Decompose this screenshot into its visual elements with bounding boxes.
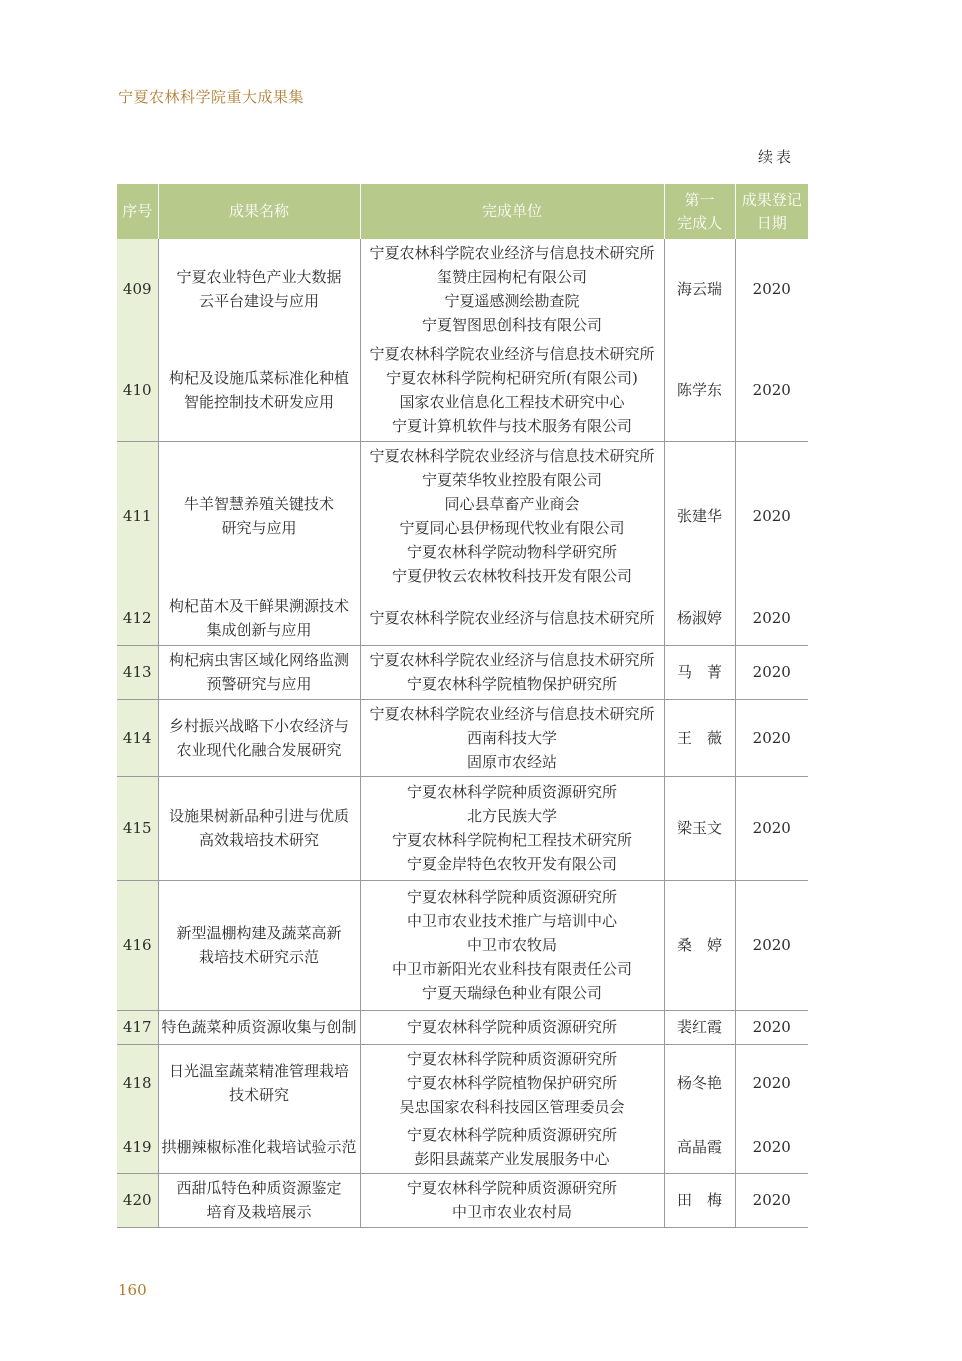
- cell-name-line: 宁夏农业特色产业大数据: [176, 268, 342, 286]
- cell-year: 2020: [735, 339, 808, 441]
- table-row: [117, 1173, 808, 1227]
- cell-no: 409: [117, 239, 158, 339]
- cell-no: 413: [117, 645, 158, 699]
- cell-person: 海云瑞: [664, 239, 735, 339]
- cell-unit-line: 宁夏荣华牧业控股有限公司: [421, 471, 602, 490]
- cell-name: [158, 699, 360, 776]
- cell-unit-line: 中卫市农业技术推广与培训中心: [406, 912, 617, 930]
- cell-unit: [360, 1044, 664, 1121]
- column-header-year-line: 日期: [756, 213, 787, 232]
- cell-name-line: 农业现代化融合发展研究: [176, 740, 342, 759]
- cell-year: 2020: [735, 239, 808, 339]
- page-number: 160: [118, 1281, 147, 1299]
- table-header-row: [117, 184, 808, 239]
- cell-unit-line: 宁夏农林科学院枸杞工程技术研究所: [391, 831, 632, 849]
- cell-unit: [360, 699, 664, 776]
- cell-unit: [360, 645, 664, 699]
- cell-unit-line: 宁夏农林科学院农业经济与信息技术研究所: [369, 704, 655, 723]
- cell-name-line: 特色蔬菜种质资源收集与创制: [161, 1018, 357, 1036]
- cell-name-line: 拱棚辣椒标准化栽培试验示范: [161, 1137, 357, 1156]
- cell-person: 马 菁: [664, 645, 735, 699]
- cell-name-line: 牛羊智慧养殖关键技术: [183, 495, 334, 514]
- cell-unit: [360, 441, 664, 591]
- table-row: [117, 776, 808, 880]
- cell-person: 田 梅: [664, 1173, 735, 1227]
- cell-name: [158, 1121, 360, 1174]
- cell-unit-line: 宁夏农林科学院种质资源研究所: [406, 1125, 617, 1144]
- table-row: [117, 699, 808, 776]
- cell-unit-line: 宁夏农林科学院农业经济与信息技术研究所: [369, 244, 655, 262]
- table-row: [117, 645, 808, 699]
- cell-unit-line: 北方民族大学: [466, 807, 557, 825]
- cell-person: 张建华: [664, 441, 735, 591]
- cell-name: [158, 1044, 360, 1121]
- cell-person: 高晶霞: [664, 1121, 735, 1174]
- column-header-person-line: 第一: [684, 190, 715, 209]
- cell-name-line: 枸杞病虫害区域化网络监测: [168, 651, 349, 669]
- cell-unit-line: 宁夏农林科学院种质资源研究所: [406, 1179, 617, 1197]
- cell-year: 2020: [735, 1010, 808, 1044]
- cell-unit-line: 宁夏农林科学院农业经济与信息技术研究所: [369, 651, 655, 669]
- table-row: [117, 441, 808, 591]
- cell-name: [158, 591, 360, 645]
- cell-year: 2020: [735, 1173, 808, 1227]
- cell-name: [158, 1173, 360, 1227]
- cell-name: [158, 441, 360, 591]
- running-title: 宁夏农林科学院重大成果集: [118, 88, 305, 106]
- cell-name-line: 设施果树新品种引进与优质: [168, 807, 349, 825]
- cell-name-line: 高效栽培技术研究: [198, 831, 319, 849]
- cell-person: 杨冬艳: [664, 1044, 735, 1121]
- cell-no: 418: [117, 1044, 158, 1121]
- cell-unit-line: 宁夏农林科学院种质资源研究所: [406, 783, 617, 801]
- cell-unit-line: 中卫市农业农村局: [451, 1203, 572, 1221]
- cell-unit-line: 宁夏农林科学院种质资源研究所: [406, 1018, 617, 1036]
- cell-unit-line: 宁夏农林科学院农业经济与信息技术研究所: [369, 608, 655, 627]
- column-header-person-line: 完成人: [676, 213, 722, 232]
- cell-no: 411: [117, 441, 158, 591]
- cell-unit-line: 中卫市新阳光农业科技有限责任公司: [391, 960, 632, 978]
- cell-unit-line: 宁夏农林科学院农业经济与信息技术研究所: [369, 447, 655, 466]
- cell-name-line: 西甜瓜特色种质资源鉴定: [176, 1179, 342, 1197]
- cell-no: 412: [117, 591, 158, 645]
- table-row: [117, 1121, 808, 1174]
- cell-year: 2020: [735, 880, 808, 1010]
- cell-unit-line: 宁夏农林科学院动物科学研究所: [406, 543, 617, 562]
- cell-person: 桑 婷: [664, 880, 735, 1010]
- cell-year: 2020: [735, 645, 808, 699]
- cell-unit: [360, 880, 664, 1010]
- cell-name: [158, 880, 360, 1010]
- column-header-year-line: 成果登记: [741, 190, 802, 209]
- cell-year: 2020: [735, 776, 808, 880]
- cell-person: 梁玉文: [664, 776, 735, 880]
- cell-year: 2020: [735, 1044, 808, 1121]
- table-row: [117, 880, 808, 1010]
- cell-unit-line: 西南科技大学: [466, 728, 557, 747]
- cell-unit: [360, 239, 664, 339]
- cell-no: 416: [117, 880, 158, 1010]
- cell-unit-line: 玺赞庄园枸杞有限公司: [436, 268, 587, 286]
- cell-no: 414: [117, 699, 158, 776]
- cell-name-line: 预警研究与应用: [206, 675, 312, 693]
- cell-year: 2020: [735, 441, 808, 591]
- results-table: [117, 184, 808, 1228]
- cell-year: 2020: [735, 699, 808, 776]
- cell-unit-line: 固原市农经站: [466, 752, 557, 771]
- cell-year: 2020: [735, 1121, 808, 1174]
- cell-unit-line: 国家农业信息化工程技术研究中心: [399, 392, 625, 411]
- cell-unit: [360, 776, 664, 880]
- cell-unit: [360, 1173, 664, 1227]
- cell-unit-line: 彭阳县蔬菜产业发展服务中心: [414, 1149, 610, 1168]
- cell-person: 杨淑婷: [664, 591, 735, 645]
- cell-unit-line: 宁夏金岸特色农牧开发有限公司: [406, 855, 617, 873]
- cell-no: 415: [117, 776, 158, 880]
- table-row: [117, 339, 808, 441]
- cell-name: [158, 1010, 360, 1044]
- cell-unit-line: 宁夏农林科学院种质资源研究所: [406, 888, 617, 906]
- cell-name: [158, 776, 360, 880]
- table-row: [117, 1010, 808, 1044]
- cell-name: [158, 339, 360, 441]
- cell-name-line: 智能控制技术研发应用: [183, 392, 334, 411]
- table-row: [117, 1044, 808, 1121]
- cell-no: 417: [117, 1010, 158, 1044]
- cell-unit-line: 宁夏智图思创科技有限公司: [421, 316, 602, 334]
- cell-unit-line: 宁夏农林科学院农业经济与信息技术研究所: [369, 344, 655, 363]
- cell-name: [158, 239, 360, 339]
- column-header-unit: 完成单位: [360, 184, 664, 239]
- cell-no: 419: [117, 1121, 158, 1174]
- cell-unit-line: 中卫市农牧局: [466, 936, 557, 954]
- column-header-no: 序号: [117, 184, 158, 239]
- cell-person: 王 薇: [664, 699, 735, 776]
- cell-unit-line: 宁夏天瑞绿色种业有限公司: [421, 984, 602, 1002]
- cell-no: 420: [117, 1173, 158, 1227]
- cell-unit-line: 宁夏农林科学院植物保护研究所: [406, 1073, 617, 1092]
- cell-name-line: 培育及栽培展示: [206, 1203, 312, 1221]
- cell-year: 2020: [735, 591, 808, 645]
- cell-name-line: 新型温棚构建及蔬菜高新: [176, 924, 342, 942]
- cell-unit-line: 宁夏伊牧云农林牧科技开发有限公司: [391, 567, 632, 586]
- cell-unit-line: 同心县草畜产业商会: [444, 495, 580, 514]
- cell-name-line: 云平台建设与应用: [198, 292, 319, 310]
- cell-unit-line: 宁夏农林科学院种质资源研究所: [406, 1049, 617, 1068]
- cell-unit-line: 宁夏农林科学院枸杞研究所(有限公司): [386, 368, 638, 387]
- cell-no: 410: [117, 339, 158, 441]
- cell-name-line: 日光温室蔬菜精准管理栽培: [168, 1061, 349, 1080]
- table-row: [117, 239, 808, 339]
- cell-unit-line: 宁夏遥感测绘勘查院: [444, 292, 580, 310]
- cell-name-line: 集成创新与应用: [206, 620, 312, 639]
- cell-name-line: 栽培技术研究示范: [198, 948, 319, 966]
- cell-person: 陈学东: [664, 339, 735, 441]
- cell-name-line: 枸杞苗木及干鲜果溯源技术: [168, 596, 349, 615]
- column-header-year: [735, 184, 808, 239]
- table-body: [117, 239, 808, 1227]
- cell-person: 裴红霞: [664, 1010, 735, 1044]
- cell-name-line: 研究与应用: [221, 519, 297, 538]
- continued-label: 续表: [758, 148, 795, 166]
- table-row: [117, 591, 808, 645]
- cell-unit-line: 宁夏计算机软件与技术服务有限公司: [391, 416, 632, 435]
- cell-unit-line: 吴忠国家农科科技园区管理委员会: [399, 1097, 625, 1116]
- cell-name-line: 枸杞及设施瓜菜标准化种植: [168, 368, 349, 387]
- cell-unit: [360, 1010, 664, 1044]
- column-header-name: 成果名称: [158, 184, 360, 239]
- cell-unit-line: 宁夏农林科学院植物保护研究所: [406, 675, 617, 693]
- column-header-person: [664, 184, 735, 239]
- cell-unit: [360, 339, 664, 441]
- cell-name-line: 乡村振兴战略下小农经济与: [168, 716, 349, 735]
- cell-unit: [360, 1121, 664, 1174]
- cell-name: [158, 645, 360, 699]
- cell-unit-line: 宁夏同心县伊杨现代牧业有限公司: [399, 519, 625, 538]
- cell-name-line: 技术研究: [228, 1085, 289, 1104]
- cell-unit: [360, 591, 664, 645]
